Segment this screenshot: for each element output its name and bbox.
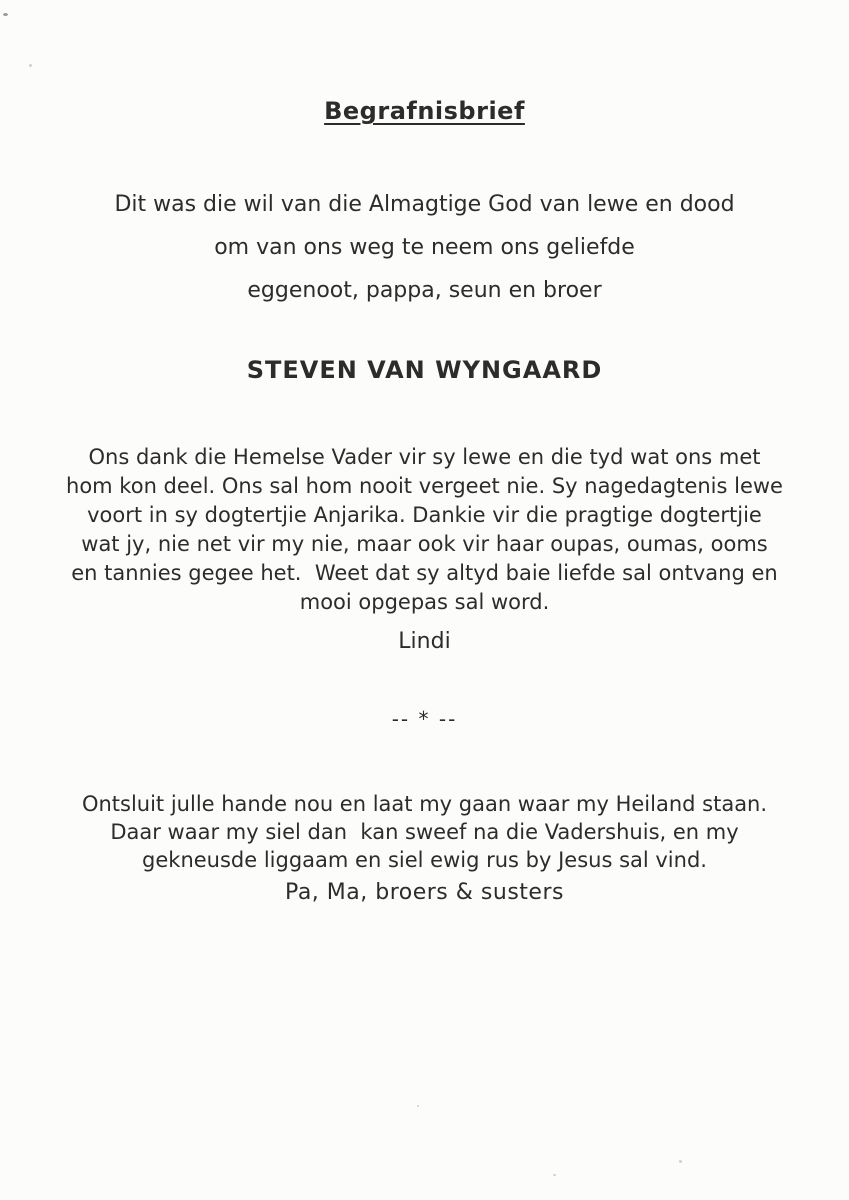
verse-line: Ontsluit julle hande nou en laat my gaan waar my Heiland staan. [81, 792, 768, 816]
tribute-line: Ons dank die Hemelse Vader vir sy lewe en die tyd wat ons met [88, 445, 761, 469]
section-separator: -- * -- [391, 707, 458, 731]
document-title [0, 97, 849, 125]
verse-signature: Pa, Ma, broers & susters [285, 880, 564, 905]
intro-section [0, 183, 849, 312]
document-title-text: Begrafnisbrief [324, 97, 525, 125]
tribute-line: wat jy, nie net vir my nie, maar ook vir haar oupas, oumas, ooms [81, 532, 768, 556]
intro-line: Dit was die wil van die Almagtige God van lewe en dood [114, 192, 735, 217]
tribute-signature: Lindi [398, 629, 451, 654]
scan-speck [3, 13, 8, 16]
verse-paragraph [0, 790, 849, 874]
tribute-line: hom kon deel. Ons sal hom nooit vergeet nie. Sy nagedagtenis lewe [66, 474, 783, 498]
verse-line: gekneusde liggaam en siel ewig rus by Jesus sal vind. [142, 848, 707, 872]
intro-line: eggenoot, pappa, seun en broer [247, 278, 602, 303]
scan-speck [417, 1105, 419, 1107]
intro-line: om van ons weg te neem ons geliefde [214, 235, 635, 260]
deceased-name: STEVEN VAN WYNGAARD [246, 356, 603, 384]
tribute-line: mooi opgepas sal word. [299, 590, 550, 614]
scan-speck [29, 64, 32, 67]
verse-line: Daar waar my siel dan kan sweef na die Vadershuis, en my [110, 820, 739, 844]
tribute-line: voort in sy dogtertjie Anjarika. Dankie vir die pragtige dogtertjie [87, 503, 762, 527]
tribute-line: en tannies gegee het. Weet dat sy altyd baie liefde sal ontvang en [71, 561, 778, 585]
tribute-paragraph [0, 443, 849, 617]
scan-speck [679, 1160, 682, 1163]
scan-speck [553, 1174, 556, 1176]
